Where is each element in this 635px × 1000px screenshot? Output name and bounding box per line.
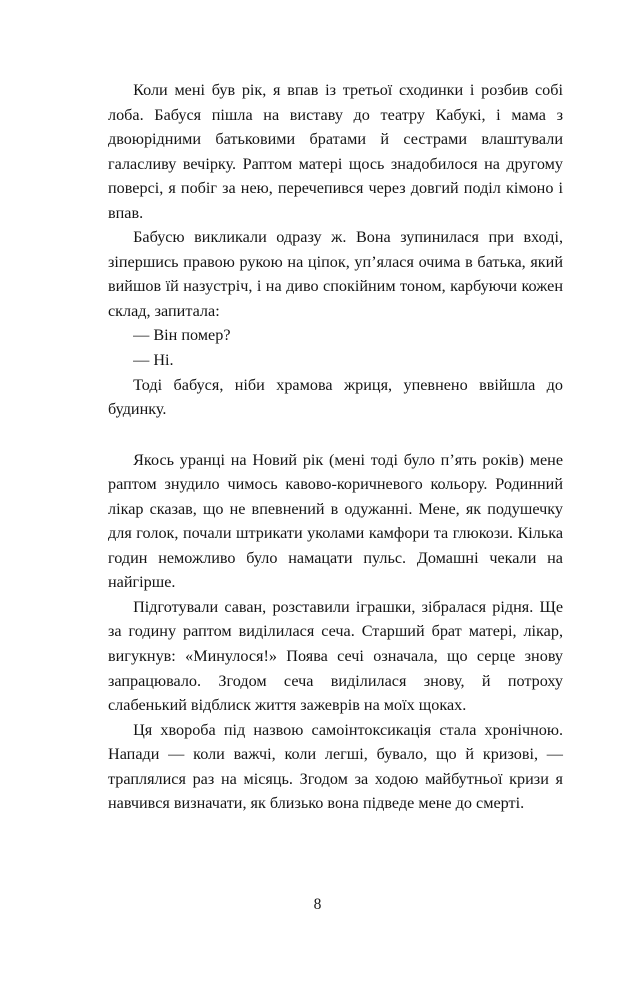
dialog-line: — Він помер? [133, 326, 231, 345]
paragraph: Підготували саван, розставили іграшки, зібралася рідня. Ще за годину раптом виділилася сеча. Старший брат матері, лікар, вигукнув: «Минулося!» Поява сечі означала, що серце знову запрацювало. Згодом сеча виділилася знову, й потроху слабенький відблиск життя зажеврів на моїх щоках. [108, 597, 563, 715]
page-body [108, 78, 563, 816]
dialog-line: — Ні. [133, 351, 174, 370]
page-number: 8 [313, 896, 322, 913]
paragraph: Коли мені був рік, я впав із третьої сходинки і розбив собі лоба. Бабуся пішла на виставу до театру Кабукі, і мама з двоюрідними батьковими братами й сестрами влаштували галасливу вечірку. Раптом матері щось знадобилося на другому поверсі, я побіг за нею, перечепився через довгий поділ кімоно і впав. [108, 81, 563, 222]
paragraph: Бабусю викликали одразу ж. Вона зупинилася при вході, зіпершись правою рукою на ціпок, уп’ялася очима в батька, який вийшов їй назустріч, і на диво спокійним тоном, карбуючи кожен склад, запитала: [108, 228, 563, 320]
paragraph: Тоді бабуся, ніби храмова жриця, упевнено ввійшла до будинку. [108, 375, 563, 419]
paragraph: Ця хвороба під назвою самоінтоксикація стала хронічною. Напади — коли важчі, коли легші, бувало, що й кризові, — траплялися раз на місяць. Згодом за ходою майбутньої кризи я навчився визначати, як близько вона підведе мене до смерті. [108, 720, 563, 813]
paragraph: Якось уранці на Новий рік (мені тоді було п’ять років) мене раптом знудило чимось кавово-коричневого кольору. Родинний лікар сказав, що не впевнений в одужанні. Мене, як подушечку для голок, почали штрикати уколами камфори та глюкози. Кілька годин неможливо було намацати пульс. Домашні чекали на найгірше. [108, 450, 563, 592]
section-break [108, 422, 563, 448]
